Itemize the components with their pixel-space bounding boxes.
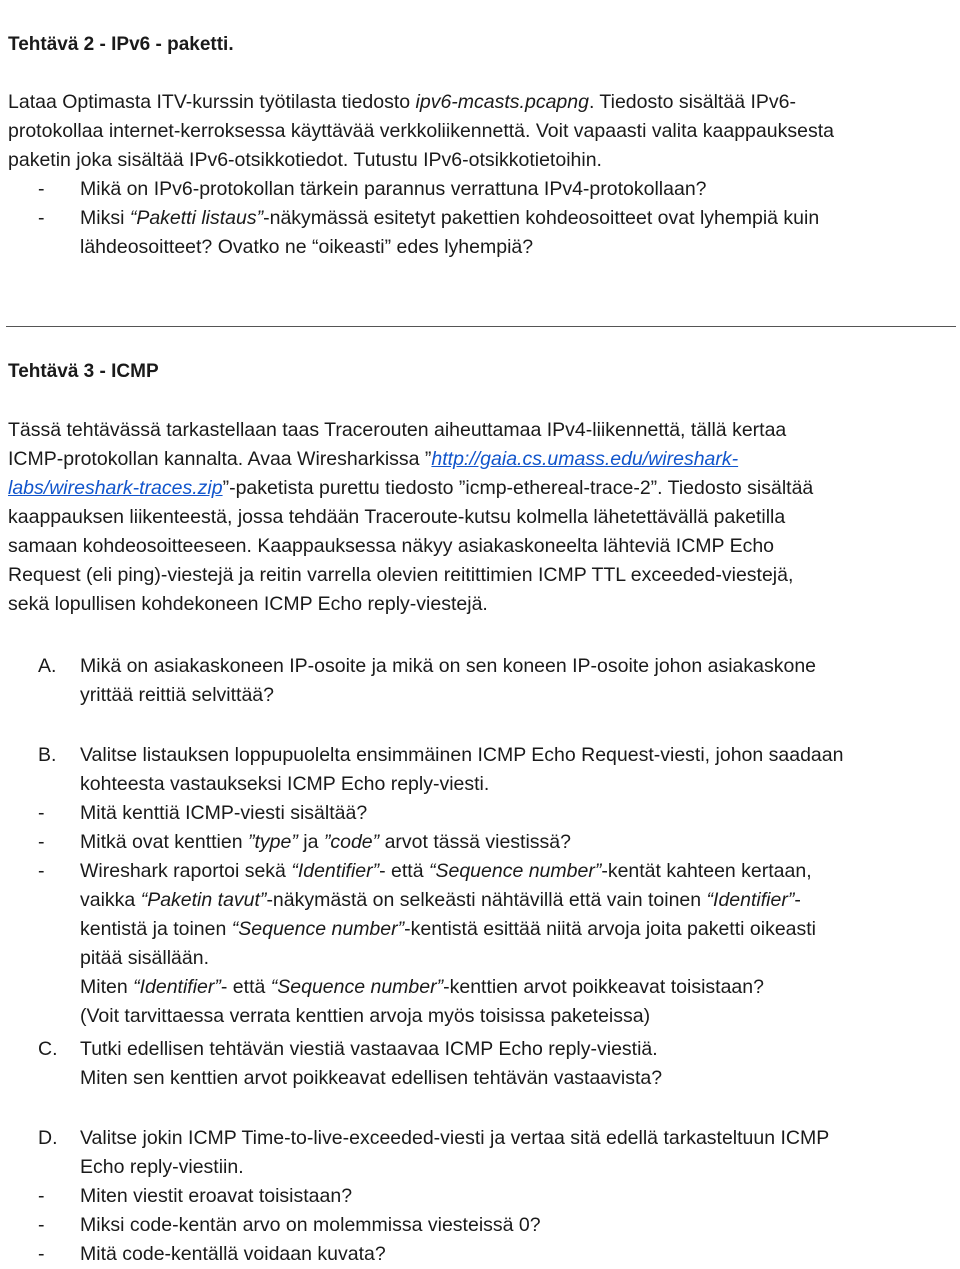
task2-intro	[8, 88, 953, 175]
question-b-bullet-3-line3	[8, 915, 953, 944]
bullet-dash: -	[38, 860, 45, 882]
question-b-bullet-2-text-2: arvot tässä viestissä?	[379, 831, 571, 853]
question-b-bullet-3-line5-end: -kenttien arvot poikkeavat toisistaan?	[443, 976, 764, 998]
question-d-text: Valitse jokin ICMP Time-to-live-exceeded-viesti ja vertaa sitä edellä tarkasteltuun ICMP	[80, 1127, 830, 1149]
task2-bullet-2-line2	[8, 233, 953, 262]
question-b-bullet-3-line3-end: -kentistä esittää niitä arvoja joita paketti oikeasti	[404, 918, 817, 940]
sequence-number-emphasis: “Sequence number”	[428, 860, 602, 882]
task3-title: Tehtävä 3 - ICMP	[8, 361, 159, 382]
task2-filename: ipv6-mcasts.pcapng	[415, 91, 589, 113]
question-c-text: Tutki edellisen tehtävän viestiä vastaavaa ICMP Echo reply-viestiä.	[80, 1038, 658, 1060]
task2-intro-line3: paketin joka sisältää IPv6-otsikkotiedot. Tutustu IPv6-otsikkotietoihin.	[8, 149, 602, 171]
task3-intro-line3	[8, 474, 953, 503]
bullet-dash: -	[38, 207, 45, 229]
question-a-line1	[8, 652, 953, 681]
task3-intro-line4: kaappauksen liikenteestä, jossa tehdään Traceroute-kutsu kolmella lähetettävällä paketilla	[8, 506, 786, 528]
task3-intro	[8, 416, 953, 619]
task2-bullet-2-line2-text: lähdeosoitteet? Ovatko ne	[80, 236, 312, 258]
task2-bullet-2-text: Miksi	[80, 207, 130, 229]
question-b-bullet-3-text: Wireshark raportoi sekä	[80, 860, 292, 882]
question-b-bullet-2	[8, 828, 953, 857]
question-b-bullet-1	[8, 799, 953, 828]
task3-intro-line6: Request (eli ping)-viestejä ja reitin varrella olevien reitittimien ICMP TTL exceeded-viestejä,	[8, 564, 794, 586]
question-b-bullet-3-line2-mid: -näkymästä on selkeästi nähtävillä että vain toinen	[266, 889, 707, 911]
task2-intro-text-2: . Tiedosto sisältää IPv6-	[588, 91, 796, 113]
task2-bullet-2-text-2: -näkymässä esitetyt pakettien kohdeosoitteet ovat lyhempiä kuin	[263, 207, 820, 229]
task2-intro-line2: protokollaa internet-kerroksessa käyttävää verkkoliikennettä. Voit vapaasti valita kaappauksesta	[8, 120, 834, 142]
question-b-bullet-3-line5-text: Miten	[80, 976, 134, 998]
question-b-bullet-3-line4: pitää sisällään.	[80, 947, 209, 969]
question-b-bullet-3-line2	[8, 886, 953, 915]
sequence-number-emphasis: “Sequence number”	[231, 918, 405, 940]
bullet-dash: -	[38, 802, 45, 824]
question-a-marker: A.	[38, 655, 57, 677]
task2-bullets	[8, 175, 953, 262]
question-b-bullet-3-end: -kentät kahteen kertaan,	[601, 860, 812, 882]
question-d-line1	[8, 1124, 953, 1153]
question-b-line2: kohteesta vastaukseksi ICMP Echo reply-viesti.	[80, 773, 490, 795]
sequence-number-emphasis: “Sequence number”	[270, 976, 444, 998]
question-d-bullet-3-text: Mitä code-kentällä voidaan kuvata?	[80, 1243, 386, 1265]
question-c-line2: Miten sen kenttien arvot poikkeavat edellisen tehtävän vastaavista?	[80, 1067, 663, 1089]
question-d-line2: Echo reply-viestiin.	[80, 1156, 244, 1178]
bullet-dash: -	[38, 178, 45, 200]
field-code-emphasis: ”code”	[323, 831, 380, 853]
task3-intro-line2-text: ICMP-protokollan kannalta. Avaa Wiresharkissa ”	[8, 448, 432, 470]
bullet-dash: -	[38, 1243, 45, 1265]
task3-intro-line5: samaan kohdeosoitteeseen. Kaappauksessa näkyy asiakaskoneelta lähteviä ICMP Echo	[8, 535, 775, 557]
question-b-bullet-3-line6: (Voit tarvittaessa verrata kenttien arvoja myös toisissa paketeissa)	[80, 1005, 651, 1027]
question-d-bullet-1	[8, 1182, 953, 1211]
question-d-marker: D.	[38, 1127, 58, 1149]
question-a	[8, 652, 953, 710]
question-b-bullet-3	[8, 857, 953, 886]
question-d	[8, 1124, 953, 1269]
question-d-bullet-3	[8, 1240, 953, 1269]
bullet-dash: -	[38, 1185, 45, 1207]
question-b-line1	[8, 741, 953, 770]
task3-intro-line2	[8, 445, 953, 474]
wireshark-traces-link[interactable]: http://gaia.cs.umass.edu/wireshark-	[431, 448, 739, 470]
question-b-bullet-3-line2-text: vaikka	[80, 889, 141, 911]
question-b-bullet-3-mid: - että	[379, 860, 429, 882]
identifier-emphasis: “Identifier”	[706, 889, 795, 911]
question-d-bullet-2	[8, 1211, 953, 1240]
bullet-dash: -	[38, 831, 45, 853]
identifier-emphasis: “Identifier”	[133, 976, 221, 998]
question-a-line2: yrittää reittiä selvittää?	[80, 684, 275, 706]
paketin-tavut-emphasis: “Paketin tavut”	[140, 889, 267, 911]
question-b-bullet-1-text: Mitä kenttiä ICMP-viesti sisältää?	[80, 802, 368, 824]
task2-bullet-2-line2-text-2: edes lyhempiä?	[391, 236, 534, 258]
field-type-emphasis: ”type”	[248, 831, 298, 853]
question-b-bullet-3-line5	[8, 973, 953, 1002]
task3-intro-line7: sekä lopullisen kohdekoneen ICMP Echo reply-viestejä.	[8, 593, 488, 615]
identifier-emphasis: “Identifier”	[291, 860, 380, 882]
question-b-bullet-3-line2-end: -	[794, 889, 801, 911]
question-b-bullet-2-text: Mitkä ovat kenttien	[80, 831, 248, 853]
task2-title: Tehtävä 2 - IPv6 - paketti.	[8, 34, 234, 55]
bullet-dash: -	[38, 1214, 45, 1236]
task3-intro-line3-text: ”-paketista purettu tiedosto ”icmp-ethereal-trace-2”. Tiedosto sisältää	[222, 477, 814, 499]
question-c-marker: C.	[38, 1038, 58, 1060]
question-b-text: Valitse listauksen loppupuolelta ensimmäinen ICMP Echo Request-viesti, johon saadaan	[80, 744, 844, 766]
task2-section	[8, 30, 953, 59]
question-c-line1	[8, 1035, 953, 1064]
task3-intro-line1: Tässä tehtävässä tarkastellaan taas Tracerouten aiheuttamaa IPv4-liikennettä, tällä kertaa	[8, 419, 787, 441]
task2-bullet-1-text: Mikä on IPv6-protokollan tärkein parannus verrattuna IPv4-protokollaan?	[80, 178, 707, 200]
section-divider	[6, 326, 956, 327]
task2-bullet-2-quote: “oikeasti”	[312, 236, 392, 258]
question-c	[8, 1035, 953, 1093]
question-b-bullet-2-conjunction: ja	[297, 831, 324, 853]
question-d-bullet-1-text: Miten viestit eroavat toisistaan?	[80, 1185, 353, 1207]
task2-intro-line1	[8, 88, 953, 117]
task2-intro-text: Lataa Optimasta ITV-kurssin työtilasta tiedosto	[8, 91, 416, 113]
question-d-bullet-2-text: Miksi code-kentän arvo on molemmissa viesteissä 0?	[80, 1214, 541, 1236]
task2-bullet-2	[8, 204, 953, 233]
question-b-marker: B.	[38, 744, 57, 766]
task2-bullet-2-emphasis: “Paketti listaus”	[129, 207, 264, 229]
task3-section	[8, 357, 953, 386]
question-a-text: Mikä on asiakaskoneen IP-osoite ja mikä on sen koneen IP-osoite johon asiakaskone	[80, 655, 817, 677]
question-b-bullet-3-line5-mid: - että	[220, 976, 271, 998]
task2-bullet-1	[8, 175, 953, 204]
wireshark-traces-link-continued[interactable]: labs/wireshark-traces.zip	[8, 477, 223, 499]
question-b-bullet-3-line3-text: kentistä ja toinen	[80, 918, 232, 940]
question-b	[8, 741, 953, 1031]
